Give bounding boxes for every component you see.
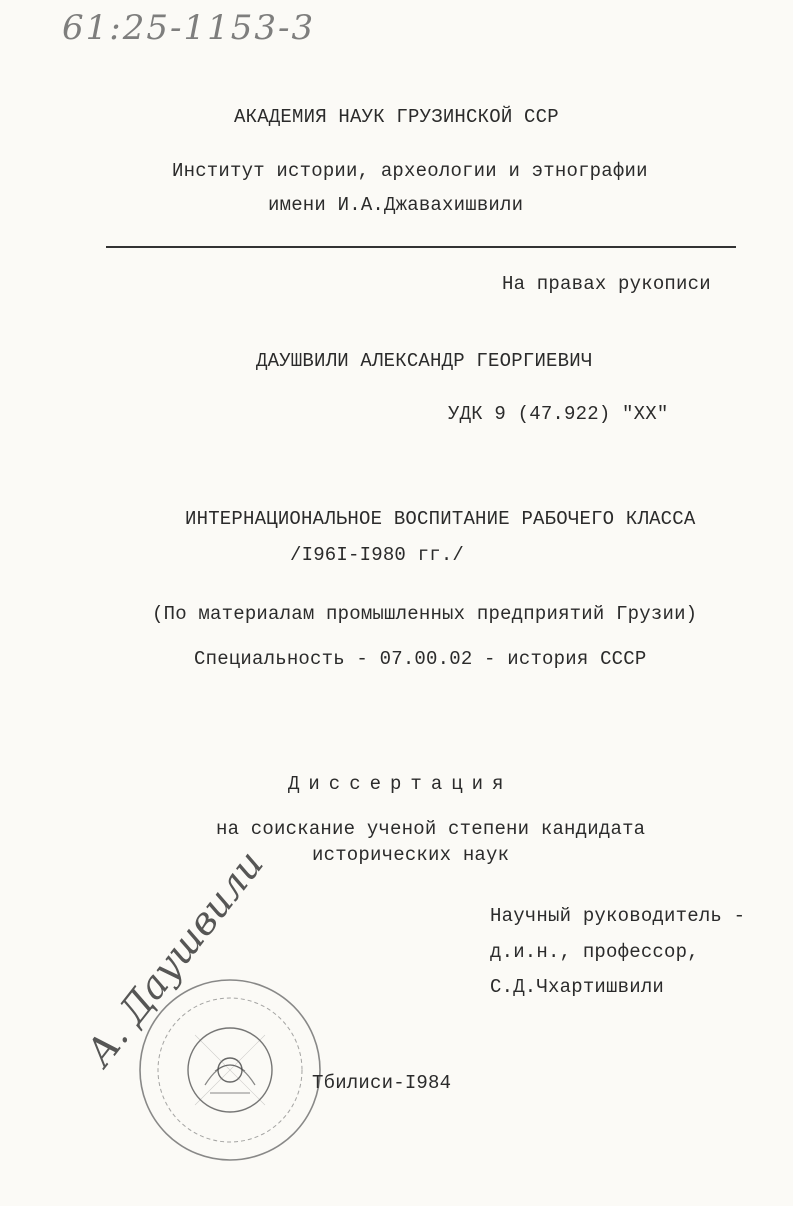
handwritten-code: 61:25-1153-3	[62, 8, 316, 48]
institute-name: Институт истории, археологии и этнографии	[172, 160, 648, 182]
title-years: /I96I-I980 гг./	[290, 544, 465, 566]
degree-line1: на соискание ученой степени кандидата	[216, 818, 646, 840]
supervisor-role: Научный руководитель -	[490, 905, 746, 927]
title-subtitle: (По материалам промышленных предприятий Грузии)	[152, 603, 698, 625]
author-name: ДАУШВИЛИ АЛЕКСАНДР ГЕОРГИЕВИЧ	[256, 350, 593, 372]
degree-line2: исторических наук	[312, 844, 510, 866]
academy-heading: АКАДЕМИЯ НАУК ГРУЗИНСКОЙ ССР	[234, 106, 559, 128]
dissertation-title: ИНТЕРНАЦИОНАЛЬНОЕ ВОСПИТАНИЕ РАБОЧЕГО КЛАССА	[185, 508, 696, 530]
udk-code: УДК 9 (47.922) "XX"	[448, 403, 669, 425]
supervisor-title: д.и.н., профессор,	[490, 941, 699, 963]
place-year: Тбилиси-I984	[312, 1072, 452, 1094]
handwritten-signature: А. Даушвили	[77, 842, 272, 1074]
specialty: Специальность - 07.00.02 - история СССР	[194, 648, 647, 670]
work-type: Диссертация	[288, 773, 513, 795]
horizontal-divider	[106, 246, 736, 248]
institute-named-after: имени И.А.Джавахишвили	[268, 194, 524, 216]
manuscript-rights: На правах рукописи	[502, 273, 711, 295]
supervisor-name: С.Д.Чхартишвили	[490, 976, 665, 998]
